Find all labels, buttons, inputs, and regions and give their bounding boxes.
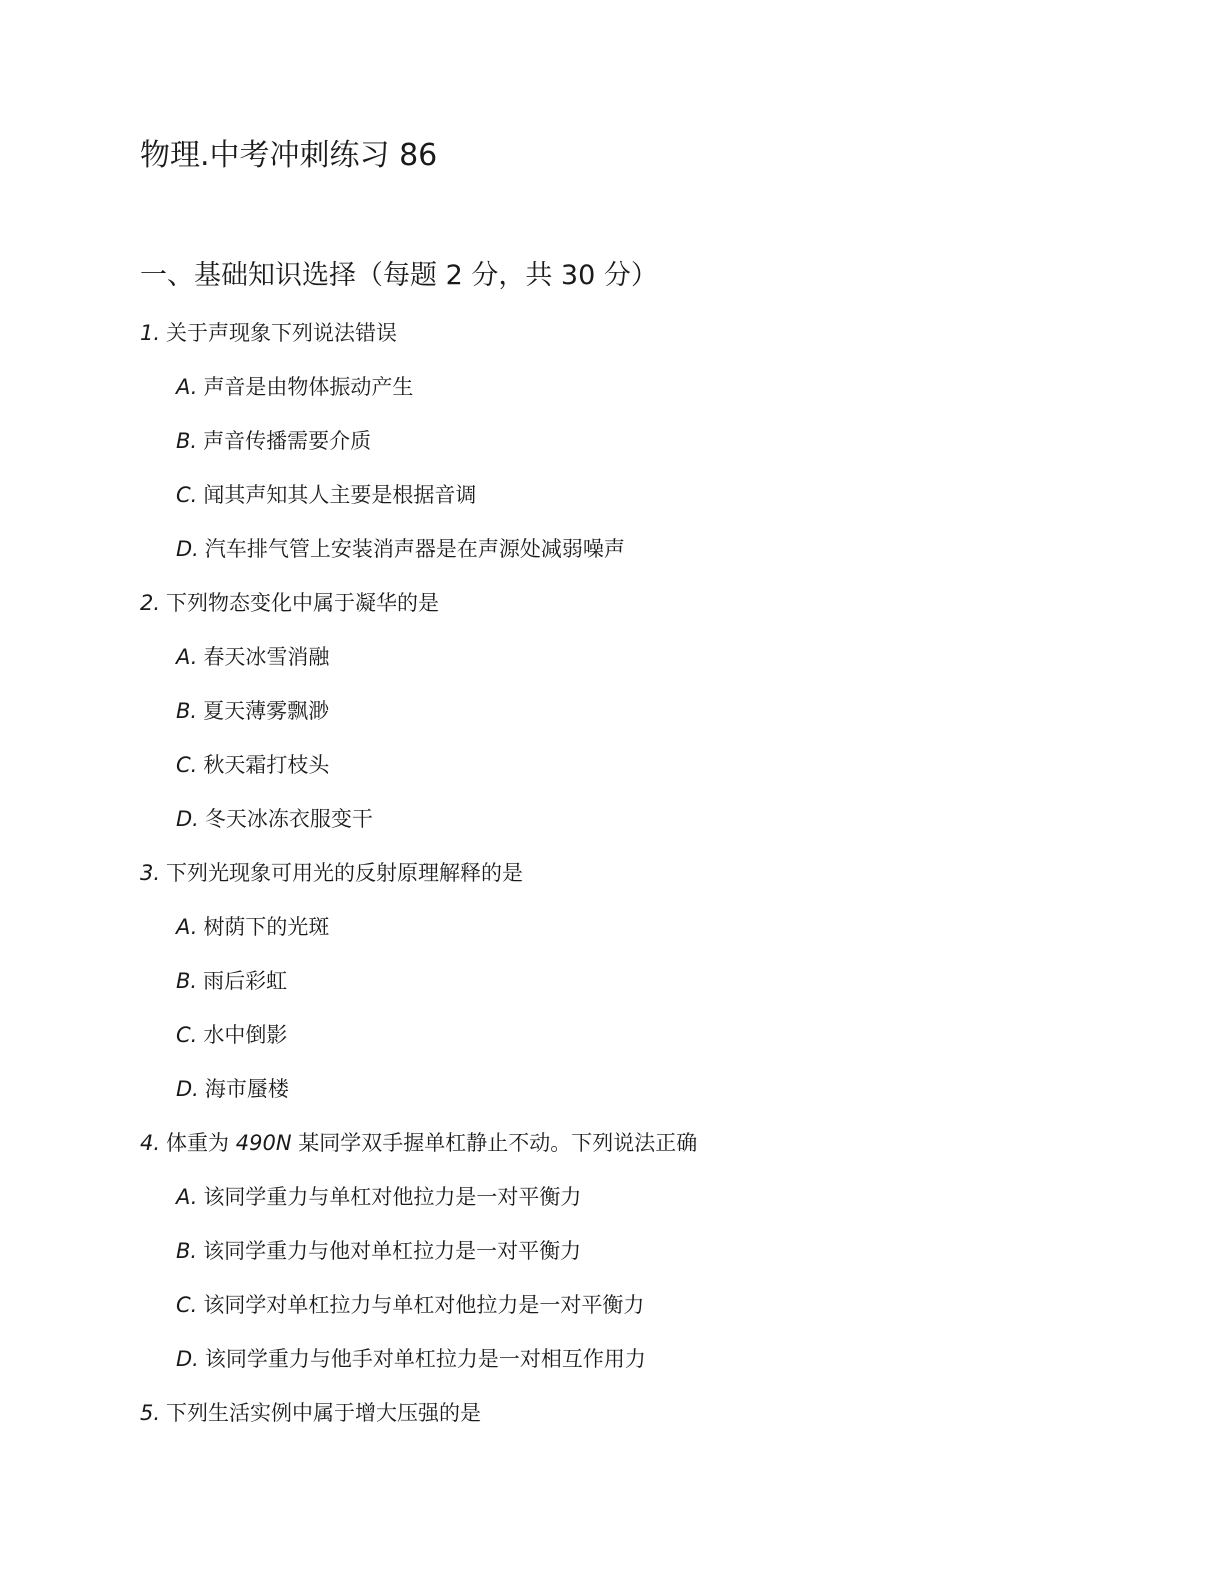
option-text: 该同学重力与单杠对他拉力是一对平衡力 bbox=[203, 1185, 582, 1209]
question-weight-value: 490N bbox=[235, 1131, 292, 1155]
option-3a bbox=[176, 913, 329, 941]
option-label: B. bbox=[176, 969, 198, 993]
question-text-suffix: 某同学双手握单杠静止不动。下列说法正确 bbox=[291, 1131, 698, 1155]
question-number: 2. bbox=[140, 591, 161, 615]
option-2a bbox=[176, 643, 329, 671]
option-text: 该同学重力与他对单杠拉力是一对平衡力 bbox=[203, 1239, 582, 1263]
option-1d bbox=[176, 535, 625, 563]
question-3 bbox=[140, 859, 523, 887]
option-4a bbox=[176, 1183, 581, 1211]
option-2d bbox=[176, 805, 373, 833]
option-3d bbox=[176, 1075, 289, 1103]
option-4d bbox=[176, 1345, 646, 1373]
option-text: 该同学重力与他手对单杠拉力是一对相互作用力 bbox=[204, 1347, 646, 1371]
option-label: B. bbox=[176, 699, 198, 723]
option-2b bbox=[176, 697, 329, 725]
question-1 bbox=[140, 319, 397, 347]
option-label: A. bbox=[176, 375, 198, 399]
question-number: 5. bbox=[140, 1401, 161, 1425]
option-label: D. bbox=[176, 537, 199, 561]
option-text: 秋天霜打枝头 bbox=[203, 753, 330, 777]
option-label: C. bbox=[176, 1023, 198, 1047]
option-1b bbox=[176, 427, 371, 455]
question-number: 3. bbox=[140, 861, 161, 885]
question-text: 下列物态变化中属于凝华的是 bbox=[166, 591, 440, 615]
option-4c bbox=[176, 1291, 644, 1319]
option-label: A. bbox=[176, 645, 198, 669]
option-label: D. bbox=[176, 1347, 199, 1371]
option-label: C. bbox=[176, 753, 198, 777]
section-heading: 一、基础知识选择（每题 2 分，共 30 分） bbox=[140, 260, 658, 291]
option-text: 汽车排气管上安装消声器是在声源处减弱噪声 bbox=[204, 537, 625, 561]
question-2 bbox=[140, 589, 439, 617]
document-title: 物理.中考冲刺练习 86 bbox=[140, 138, 438, 173]
option-text: 水中倒影 bbox=[203, 1023, 288, 1047]
question-text: 下列生活实例中属于增大压强的是 bbox=[166, 1401, 482, 1425]
question-text-prefix: 体重为 bbox=[166, 1131, 236, 1155]
option-text: 声音传播需要介质 bbox=[203, 429, 372, 453]
question-text: 下列光现象可用光的反射原理解释的是 bbox=[166, 861, 524, 885]
option-text: 闻其声知其人主要是根据音调 bbox=[203, 483, 477, 507]
option-label: D. bbox=[176, 807, 199, 831]
option-text: 雨后彩虹 bbox=[203, 969, 288, 993]
option-text: 冬天冰冻衣服变干 bbox=[204, 807, 373, 831]
option-1a bbox=[176, 373, 413, 401]
option-label: D. bbox=[176, 1077, 199, 1101]
option-4b bbox=[176, 1237, 581, 1265]
option-text: 夏天薄雾飘渺 bbox=[203, 699, 330, 723]
option-text: 海市蜃楼 bbox=[204, 1077, 289, 1101]
option-1c bbox=[176, 481, 476, 509]
option-text: 声音是由物体振动产生 bbox=[203, 375, 414, 399]
option-label: C. bbox=[176, 1293, 198, 1317]
option-text: 树荫下的光斑 bbox=[203, 915, 330, 939]
question-text: 关于声现象下列说法错误 bbox=[166, 321, 398, 345]
option-label: B. bbox=[176, 1239, 198, 1263]
option-label: A. bbox=[176, 915, 198, 939]
option-label: C. bbox=[176, 483, 198, 507]
option-3b bbox=[176, 967, 287, 995]
option-text: 春天冰雪消融 bbox=[203, 645, 330, 669]
option-2c bbox=[176, 751, 329, 779]
option-3c bbox=[176, 1021, 287, 1049]
question-5 bbox=[140, 1399, 481, 1427]
option-text: 该同学对单杠拉力与单杠对他拉力是一对平衡力 bbox=[203, 1293, 645, 1317]
question-number: 1. bbox=[140, 321, 161, 345]
question-4 bbox=[140, 1129, 697, 1157]
option-label: A. bbox=[176, 1185, 198, 1209]
question-number: 4. bbox=[140, 1131, 161, 1155]
option-label: B. bbox=[176, 429, 198, 453]
